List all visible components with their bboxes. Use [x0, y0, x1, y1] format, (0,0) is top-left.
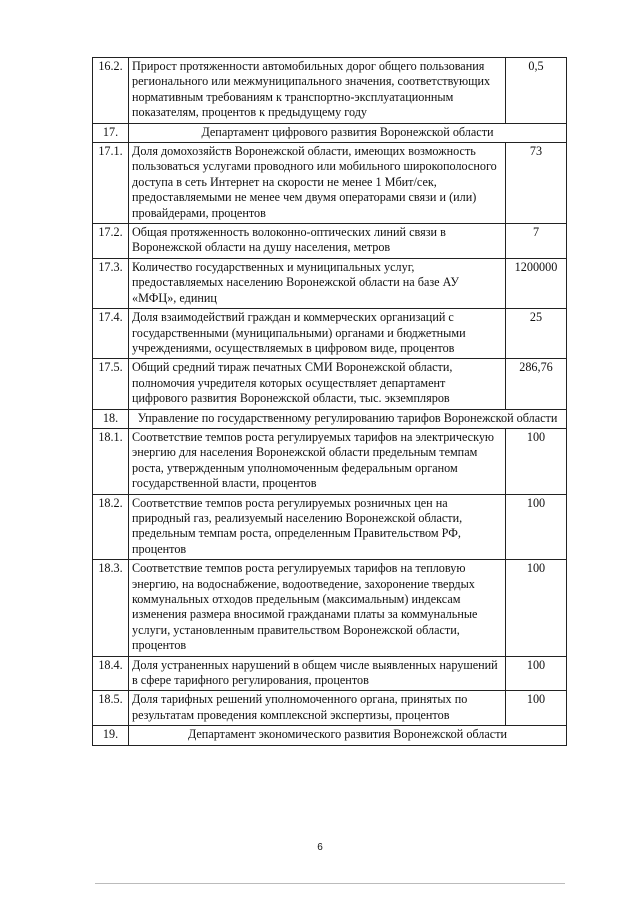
section-heading: Управление по государственному регулированию тарифов Воронежской области — [129, 409, 567, 428]
row-number: 18.4. — [93, 656, 129, 691]
row-number: 18.3. — [93, 560, 129, 656]
indicator-name: Доля домохозяйств Воронежской области, имеющих возможность пользоваться услугами проводного или мобильного широкополосного доступа в сеть Интернет на скорости не менее 1 Мбит/сек, предоставляемыми не менее чем двумя операторами связи и (или) провайдерами, процентов — [129, 143, 506, 224]
row-number: 18.5. — [93, 691, 129, 726]
row-number: 17.5. — [93, 359, 129, 409]
row-number: 17.1. — [93, 143, 129, 224]
indicator-name: Соответствие темпов роста регулируемых тарифов на электрическую энергию для населения Воронежской области предельным темпам роста, утвержденным уполномоченным федеральным органом государственной власти, процентов — [129, 428, 506, 494]
row-number: 16.2. — [93, 58, 129, 124]
section-row — [93, 409, 567, 428]
indicator-name: Соответствие темпов роста регулируемых розничных цен на природный газ, реализуемый населению Воронежской области, предельным темпам роста, определенным Правительством РФ, процентов — [129, 494, 506, 560]
table-row — [93, 560, 567, 656]
footer-divider — [95, 883, 565, 884]
indicator-value: 100 — [506, 691, 567, 726]
indicator-name: Общий средний тираж печатных СМИ Воронежской области, полномочия учредителя которых осуществляет департамент цифрового развития Воронежской области, тыс. экземпляров — [129, 359, 506, 409]
section-number: 19. — [93, 726, 129, 745]
indicators-table-container — [92, 57, 566, 746]
section-heading: Департамент цифрового развития Воронежской области — [129, 123, 567, 142]
indicator-value: 0,5 — [506, 58, 567, 124]
table-row — [93, 656, 567, 691]
table-row — [93, 494, 567, 560]
indicator-name: Доля тарифных решений уполномоченного органа, принятых по результатам проведения комплексной экспертизы, процентов — [129, 691, 506, 726]
table-row — [93, 359, 567, 409]
table-row — [93, 58, 567, 124]
indicator-name: Количество государственных и муниципальных услуг, предоставляемых населению Воронежской области на базе АУ «МФЦ», единиц — [129, 258, 506, 308]
row-number: 17.3. — [93, 258, 129, 308]
indicator-value: 100 — [506, 428, 567, 494]
row-number: 17.2. — [93, 224, 129, 259]
section-row — [93, 123, 567, 142]
indicator-value: 1200000 — [506, 258, 567, 308]
indicator-name: Общая протяженность волоконно-оптических линий связи в Воронежской области на душу населения, метров — [129, 224, 506, 259]
indicator-value: 100 — [506, 494, 567, 560]
indicator-value: 100 — [506, 656, 567, 691]
section-number: 18. — [93, 409, 129, 428]
indicator-value: 286,76 — [506, 359, 567, 409]
indicator-value: 7 — [506, 224, 567, 259]
row-number: 18.1. — [93, 428, 129, 494]
indicator-name: Доля взаимодействий граждан и коммерческих организаций с государственными (муниципальными) органами и бюджетными учреждениями, осуществляемых в цифровом виде, процентов — [129, 309, 506, 359]
section-heading: Департамент экономического развития Воронежской области — [129, 726, 567, 745]
indicator-name: Прирост протяженности автомобильных дорог общего пользования регионального или межмуниципального значения, соответствующих нормативным требованиям к транспортно-эксплуатационным показателям, процентов к предыдущему году — [129, 58, 506, 124]
row-number: 17.4. — [93, 309, 129, 359]
section-number: 17. — [93, 123, 129, 142]
indicator-name: Доля устраненных нарушений в общем числе выявленных нарушений в сфере тарифного регулирования, процентов — [129, 656, 506, 691]
table-row — [93, 258, 567, 308]
table-row — [93, 143, 567, 224]
row-number: 18.2. — [93, 494, 129, 560]
section-row — [93, 726, 567, 745]
indicators-table — [92, 57, 567, 746]
indicator-value: 100 — [506, 560, 567, 656]
indicator-name: Соответствие темпов роста регулируемых тарифов на тепловую энергию, на водоснабжение, водоотведение, захоронение твердых коммунальных отходов предельным (максимальным) индексам изменения размера вносимой гражданами платы за коммунальные услуги, установленным правительством Воронежской области, процентов — [129, 560, 506, 656]
indicator-value: 25 — [506, 309, 567, 359]
page-number: 6 — [317, 842, 323, 853]
indicator-value: 73 — [506, 143, 567, 224]
table-row — [93, 224, 567, 259]
table-row — [93, 691, 567, 726]
table-row — [93, 428, 567, 494]
table-row — [93, 309, 567, 359]
